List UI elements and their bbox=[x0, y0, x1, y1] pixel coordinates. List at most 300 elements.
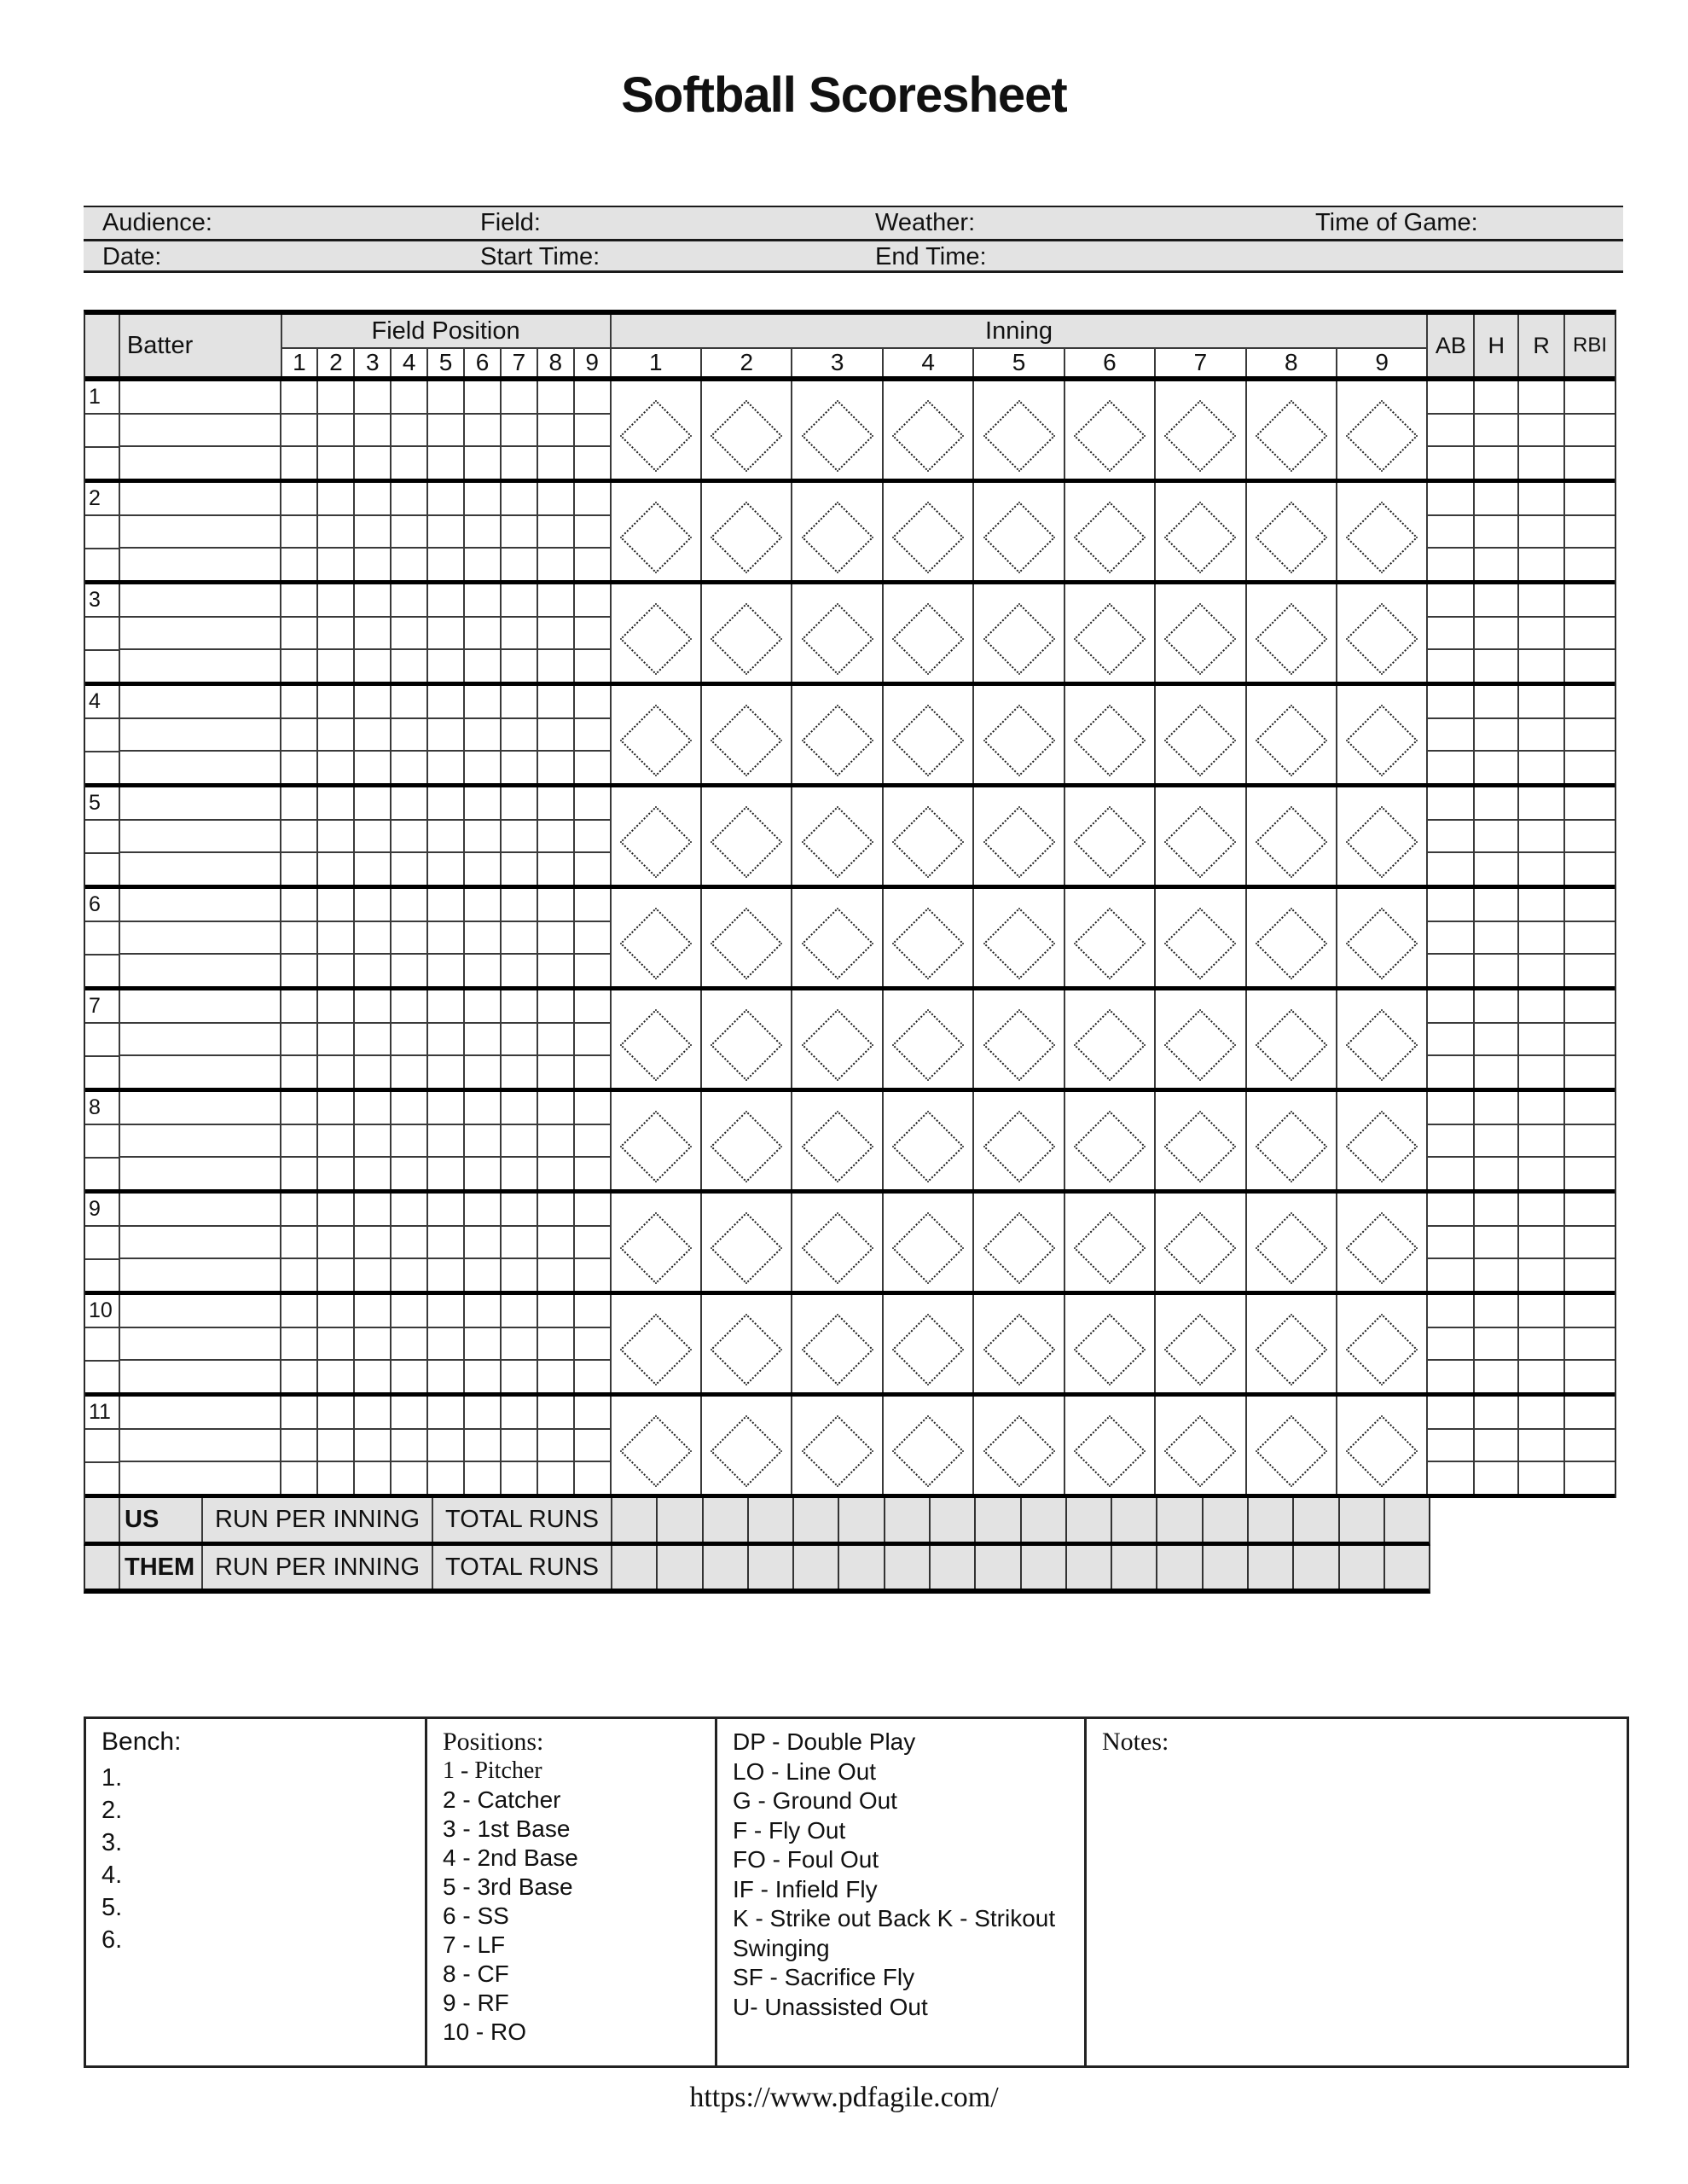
field-position-cell bbox=[428, 1328, 463, 1362]
field-position-numbers bbox=[282, 347, 610, 376]
inning-cell bbox=[612, 1397, 702, 1494]
run-cell bbox=[976, 1546, 1021, 1589]
field-position-cell bbox=[502, 955, 537, 986]
inning-cell bbox=[974, 483, 1064, 580]
scoring-diamond bbox=[1164, 1415, 1237, 1488]
inning-cell bbox=[1156, 584, 1246, 682]
field-position-cell bbox=[538, 821, 573, 854]
field-position-cell bbox=[575, 447, 610, 479]
scoring-diamond bbox=[1164, 400, 1237, 473]
batter-number-column bbox=[85, 584, 120, 682]
abbreviation-item: G - Ground Out bbox=[733, 1787, 897, 1814]
stat-column bbox=[1565, 787, 1615, 885]
game-info-band bbox=[84, 206, 1623, 273]
stat-cell bbox=[1428, 1227, 1473, 1260]
field-position-cell bbox=[465, 1227, 500, 1260]
stat-cell bbox=[1475, 618, 1517, 651]
field-position-cell bbox=[538, 1092, 573, 1125]
inning-number: 1 bbox=[612, 349, 702, 376]
field-position-cell bbox=[281, 1227, 316, 1260]
inning-area bbox=[612, 990, 1429, 1088]
field-position-cell bbox=[538, 1158, 573, 1189]
field-position-column bbox=[355, 889, 392, 986]
stat-cell bbox=[1565, 686, 1615, 719]
positions-title: Positions: bbox=[443, 1728, 544, 1756]
stat-column bbox=[1475, 1397, 1519, 1494]
batter-number-column bbox=[85, 686, 120, 783]
field-position-cell bbox=[318, 1024, 353, 1057]
field-position-cell bbox=[318, 1328, 353, 1362]
field-position-column bbox=[575, 584, 612, 682]
inning-cell bbox=[974, 1397, 1064, 1494]
field-position-cell bbox=[318, 1430, 353, 1463]
abbreviation-item: U- Unassisted Out bbox=[733, 1993, 928, 2020]
inning-number: 9 bbox=[1375, 349, 1389, 375]
stat-cell bbox=[1519, 889, 1563, 922]
inning-cell bbox=[1337, 990, 1426, 1088]
field-position-column bbox=[318, 1194, 355, 1291]
stat-cell bbox=[1428, 889, 1473, 922]
run-cell bbox=[1385, 1546, 1429, 1589]
inning-cell bbox=[884, 686, 974, 783]
stat-cell bbox=[1428, 1158, 1473, 1189]
scoring-diamond bbox=[1164, 1314, 1237, 1386]
batter-block bbox=[85, 787, 1615, 889]
stat-cell bbox=[1428, 483, 1473, 516]
field-position-cell bbox=[318, 1125, 353, 1159]
field-position-number: 2 bbox=[318, 349, 355, 376]
stat-cell bbox=[1475, 447, 1517, 479]
scoring-diamond bbox=[711, 400, 783, 473]
field-position-cell bbox=[281, 650, 316, 682]
field-position-column bbox=[465, 584, 502, 682]
positions-section bbox=[425, 1719, 715, 2065]
inning-cell bbox=[884, 1397, 974, 1494]
field-position-cell bbox=[465, 1092, 500, 1125]
field-position-cell bbox=[392, 549, 426, 580]
field-position-cell bbox=[428, 483, 463, 516]
field-position-cell bbox=[575, 719, 610, 752]
batter-name-cell bbox=[120, 922, 281, 956]
grid-cell bbox=[85, 1328, 119, 1362]
inning-cell bbox=[1065, 889, 1156, 986]
grid-cell bbox=[85, 719, 119, 752]
field-position-cell bbox=[502, 618, 537, 651]
field-position-column bbox=[281, 483, 318, 580]
field-position-cell bbox=[538, 549, 573, 580]
stat-column bbox=[1428, 787, 1475, 885]
field-position-number: 7 bbox=[502, 349, 538, 376]
field-position-cell bbox=[355, 1430, 390, 1463]
scoring-diamond bbox=[801, 908, 873, 980]
grid-cell bbox=[85, 1125, 119, 1159]
scoring-diamond bbox=[1346, 1212, 1418, 1285]
field-position-cell bbox=[318, 889, 353, 922]
stat-cell bbox=[1475, 1194, 1517, 1227]
position-item: 7 - LF bbox=[443, 1931, 506, 1958]
field-position-cell bbox=[355, 1462, 390, 1494]
inning-cell bbox=[612, 990, 702, 1088]
stat-cell bbox=[1475, 1158, 1517, 1189]
stat-column bbox=[1565, 990, 1615, 1088]
scoring-diamond bbox=[801, 1111, 873, 1183]
field-position-cell bbox=[502, 1361, 537, 1392]
scoring-diamond bbox=[711, 1111, 783, 1183]
field-position-column bbox=[355, 1295, 392, 1392]
inning-cell bbox=[1337, 483, 1426, 580]
batter-name-cell bbox=[120, 821, 281, 854]
field-position-cell bbox=[281, 719, 316, 752]
inning-area bbox=[612, 381, 1429, 479]
grid-cell bbox=[85, 1546, 120, 1589]
field-position-cell bbox=[575, 650, 610, 682]
stat-cell bbox=[1428, 821, 1473, 854]
field-position-cell bbox=[318, 853, 353, 885]
field-position-cell bbox=[281, 415, 316, 448]
stat-cell bbox=[1519, 922, 1563, 956]
field-position-cell bbox=[318, 618, 353, 651]
field-position-cell bbox=[538, 1194, 573, 1227]
stat-cell bbox=[1519, 1056, 1563, 1088]
team-label: THEM bbox=[120, 1546, 203, 1589]
field-position-cell bbox=[355, 889, 390, 922]
stat-cell bbox=[1565, 1194, 1615, 1227]
run-cell bbox=[839, 1546, 885, 1589]
field-position-column bbox=[392, 1194, 428, 1291]
r-header: R bbox=[1519, 315, 1565, 376]
field-position-cell bbox=[502, 584, 537, 618]
run-cell bbox=[1157, 1546, 1203, 1589]
scoring-diamond bbox=[983, 806, 1055, 879]
batter-name-column bbox=[120, 787, 282, 885]
field-position-cell bbox=[355, 415, 390, 448]
field-position-cell bbox=[355, 787, 390, 821]
inning-cell bbox=[792, 686, 883, 783]
position-item: 3 - 1st Base bbox=[443, 1815, 571, 1842]
field-position-column bbox=[575, 990, 612, 1088]
scoring-diamond bbox=[619, 1314, 692, 1386]
inning-cell bbox=[702, 483, 792, 580]
run-cell bbox=[1112, 1498, 1157, 1542]
inning-cell bbox=[1337, 381, 1426, 479]
field-position-column bbox=[502, 1295, 538, 1392]
field-position-cell bbox=[465, 686, 500, 719]
run-cell bbox=[794, 1498, 839, 1542]
field-position-cell bbox=[465, 483, 500, 516]
field-position-column bbox=[575, 787, 612, 885]
total-runs-label: TOTAL RUNS bbox=[433, 1546, 612, 1589]
run-cell bbox=[612, 1546, 658, 1589]
batter-header: Batter bbox=[120, 315, 282, 376]
field-position-cell bbox=[502, 516, 537, 549]
field-position-cell bbox=[428, 1056, 463, 1088]
field-position-cell bbox=[428, 1158, 463, 1189]
field-position-cell bbox=[355, 922, 390, 956]
field-position-column bbox=[392, 1397, 428, 1494]
scoring-diamond bbox=[801, 1212, 873, 1285]
field-position-cell bbox=[538, 618, 573, 651]
field-position-column bbox=[428, 990, 465, 1088]
field-position-cell bbox=[428, 821, 463, 854]
batter-name-cell bbox=[120, 1397, 281, 1430]
inning-area bbox=[612, 686, 1429, 783]
inning-cell bbox=[1156, 889, 1246, 986]
field-position-cell bbox=[465, 516, 500, 549]
field-position-cell bbox=[538, 719, 573, 752]
field-position-cell bbox=[575, 1194, 610, 1227]
field-position-column bbox=[428, 1194, 465, 1291]
field-position-column bbox=[281, 381, 318, 479]
inning-cell bbox=[1065, 584, 1156, 682]
inning-area bbox=[612, 787, 1429, 885]
scoring-diamond bbox=[1074, 1009, 1146, 1082]
scoring-diamond bbox=[619, 502, 692, 574]
field-position-cell bbox=[355, 686, 390, 719]
field-position-cell bbox=[392, 415, 426, 448]
field-position-cell bbox=[281, 516, 316, 549]
stat-column bbox=[1565, 584, 1615, 682]
scoring-diamond bbox=[1255, 908, 1327, 980]
run-cell bbox=[1112, 1546, 1157, 1589]
inning-cell bbox=[612, 584, 702, 682]
field-position-cell bbox=[538, 1361, 573, 1392]
field-position-cell bbox=[318, 1259, 353, 1291]
field-position-cell bbox=[538, 1125, 573, 1159]
stat-column bbox=[1519, 381, 1565, 479]
inning-cell bbox=[1337, 889, 1426, 986]
field-position-column bbox=[355, 686, 392, 783]
field-position-column bbox=[355, 1092, 392, 1189]
field-position-cell bbox=[281, 752, 316, 783]
inning-cell bbox=[1337, 1194, 1426, 1291]
inning-cell bbox=[612, 483, 702, 580]
field-position-cell bbox=[392, 1397, 426, 1430]
stat-column bbox=[1519, 584, 1565, 682]
scoring-diamond bbox=[711, 502, 783, 574]
scoring-diamond bbox=[1164, 502, 1237, 574]
field-position-column bbox=[355, 584, 392, 682]
stat-column bbox=[1519, 990, 1565, 1088]
stat-column bbox=[1428, 483, 1475, 580]
field-position-cell bbox=[355, 447, 390, 479]
field-position-cell bbox=[428, 1361, 463, 1392]
field-position-cell bbox=[318, 1397, 353, 1430]
scoring-diamond bbox=[1074, 1212, 1146, 1285]
field-position-cell bbox=[281, 1259, 316, 1291]
batter-name-cell bbox=[120, 719, 281, 752]
stat-column bbox=[1519, 686, 1565, 783]
field-position-cell bbox=[465, 447, 500, 479]
stat-cell bbox=[1428, 516, 1473, 549]
field-position-cell bbox=[281, 381, 316, 415]
field-position-cell bbox=[355, 549, 390, 580]
stat-cell bbox=[1475, 1295, 1517, 1328]
inning-cell bbox=[612, 1092, 702, 1189]
field-position-column bbox=[538, 686, 575, 783]
field-position-column bbox=[318, 787, 355, 885]
stat-cell bbox=[1519, 955, 1563, 986]
field-position-column bbox=[465, 1092, 502, 1189]
field-position-number: 4 bbox=[392, 349, 428, 376]
stat-cell bbox=[1565, 1024, 1615, 1057]
field-position-cell bbox=[355, 990, 390, 1024]
inning-numbers bbox=[612, 347, 1427, 376]
batter-name-cell bbox=[120, 1328, 281, 1362]
inning-cell bbox=[1156, 1295, 1246, 1392]
field-position-cell bbox=[281, 1361, 316, 1392]
scoring-diamond bbox=[1074, 908, 1146, 980]
scoring-diamond bbox=[1074, 603, 1146, 676]
scoring-diamond bbox=[1346, 705, 1418, 777]
inning-cell bbox=[1247, 381, 1337, 479]
stat-cell bbox=[1428, 719, 1473, 752]
stat-cell bbox=[1565, 584, 1615, 618]
field-position-cell bbox=[575, 752, 610, 783]
field-position-cell bbox=[355, 1259, 390, 1291]
field-position-cell bbox=[318, 752, 353, 783]
field-position-cell bbox=[318, 1295, 353, 1328]
field-position-column bbox=[428, 889, 465, 986]
scoring-diamond bbox=[1255, 1314, 1327, 1386]
inning-cell bbox=[792, 889, 883, 986]
field-position-cell bbox=[428, 1092, 463, 1125]
scoring-diamond bbox=[1255, 806, 1327, 879]
inning-cell bbox=[1065, 381, 1156, 479]
scoring-diamond bbox=[711, 1009, 783, 1082]
field-position-cell bbox=[281, 889, 316, 922]
field-position-cell bbox=[355, 1158, 390, 1189]
field-position-column bbox=[355, 787, 392, 885]
run-cells bbox=[612, 1546, 1429, 1589]
field-position-cell bbox=[318, 1158, 353, 1189]
batter-name-cell bbox=[120, 415, 281, 448]
scoring-diamond bbox=[801, 705, 873, 777]
field-position-column bbox=[428, 1295, 465, 1392]
inning-cell bbox=[702, 381, 792, 479]
stat-cell bbox=[1565, 990, 1615, 1024]
scoring-diamond bbox=[1074, 1415, 1146, 1488]
field-position-column bbox=[575, 1194, 612, 1291]
stat-cell bbox=[1428, 1024, 1473, 1057]
stat-cell bbox=[1428, 686, 1473, 719]
abbreviation-item: K - Strike out Back K - Strikout Swinging bbox=[733, 1905, 1056, 1961]
batter-name-cell bbox=[120, 1430, 281, 1463]
field-position-cell bbox=[538, 922, 573, 956]
field-position-column bbox=[318, 381, 355, 479]
field-position-column bbox=[502, 787, 538, 885]
stat-column bbox=[1428, 1295, 1475, 1392]
run-cell bbox=[658, 1546, 703, 1589]
stat-cell bbox=[1475, 1092, 1517, 1125]
abbreviations-list bbox=[733, 1728, 1069, 2022]
field-position-column bbox=[392, 584, 428, 682]
grid-cell bbox=[85, 415, 119, 448]
field-position-cell bbox=[281, 1158, 316, 1189]
stat-cell bbox=[1475, 1328, 1517, 1362]
inning-cell bbox=[792, 1194, 883, 1291]
stat-cell bbox=[1519, 821, 1563, 854]
field-position-column bbox=[502, 1397, 538, 1494]
run-cell bbox=[1067, 1498, 1112, 1542]
field-position-cell bbox=[392, 1259, 426, 1291]
batter-name-cell bbox=[120, 990, 281, 1024]
field-position-cell bbox=[538, 1430, 573, 1463]
position-item: 6 - SS bbox=[443, 1902, 509, 1929]
stat-cell bbox=[1428, 1194, 1473, 1227]
field-position-cell bbox=[355, 1295, 390, 1328]
field-position-cell bbox=[575, 1056, 610, 1088]
run-cell bbox=[976, 1498, 1021, 1542]
batter-number-column bbox=[85, 483, 120, 580]
inning-header-group bbox=[612, 315, 1429, 376]
field-position-cell bbox=[318, 1227, 353, 1260]
batter-number: 4 bbox=[85, 686, 119, 719]
field-position-cell bbox=[538, 787, 573, 821]
field-position-column bbox=[538, 1295, 575, 1392]
inning-cell bbox=[702, 1092, 792, 1189]
summary-row bbox=[84, 1546, 1430, 1594]
batter-name-cell bbox=[120, 618, 281, 651]
inning-cell bbox=[974, 1092, 1064, 1189]
inning-cell bbox=[792, 1295, 883, 1392]
scoring-diamond bbox=[619, 806, 692, 879]
inning-cell bbox=[1065, 990, 1156, 1088]
field-position-cell bbox=[502, 1259, 537, 1291]
batter-name-cell bbox=[120, 1125, 281, 1159]
stat-cell bbox=[1428, 955, 1473, 986]
inning-cell bbox=[1247, 1194, 1337, 1291]
field-position-cell bbox=[392, 686, 426, 719]
field-position-cell bbox=[538, 1024, 573, 1057]
field-position-cell bbox=[465, 1430, 500, 1463]
field-position-cell bbox=[502, 1056, 537, 1088]
scoring-diamond bbox=[892, 502, 965, 574]
stat-cell bbox=[1519, 447, 1563, 479]
inning-cell bbox=[1156, 1397, 1246, 1494]
inning-cell bbox=[974, 584, 1064, 682]
field-position-cell bbox=[318, 990, 353, 1024]
inning-cell bbox=[884, 381, 974, 479]
field-position-column bbox=[538, 1397, 575, 1494]
stat-cell bbox=[1475, 752, 1517, 783]
scoring-diamond bbox=[711, 1415, 783, 1488]
field-position-cell bbox=[575, 1397, 610, 1430]
inning-cell bbox=[974, 686, 1064, 783]
batter-block bbox=[85, 1397, 1615, 1498]
inning-cell bbox=[1247, 1397, 1337, 1494]
field-position-cell bbox=[465, 618, 500, 651]
inning-cell bbox=[884, 584, 974, 682]
stat-cell bbox=[1428, 584, 1473, 618]
run-cell bbox=[794, 1546, 839, 1589]
batter-block bbox=[85, 1092, 1615, 1194]
batter-block bbox=[85, 483, 1615, 584]
stat-cell bbox=[1565, 821, 1615, 854]
field-position-cell bbox=[465, 853, 500, 885]
field-position-column bbox=[465, 1397, 502, 1494]
inning-cell bbox=[884, 889, 974, 986]
batter-block bbox=[85, 584, 1615, 686]
inning-area bbox=[612, 1295, 1429, 1392]
field-position-cell bbox=[502, 483, 537, 516]
scoring-diamond bbox=[1164, 806, 1237, 879]
field-position-cell bbox=[281, 853, 316, 885]
field-position-cell bbox=[428, 381, 463, 415]
field-position-cell bbox=[318, 787, 353, 821]
field-position-cell bbox=[502, 549, 537, 580]
scoring-diamond bbox=[1074, 1314, 1146, 1386]
stat-cell bbox=[1475, 719, 1517, 752]
